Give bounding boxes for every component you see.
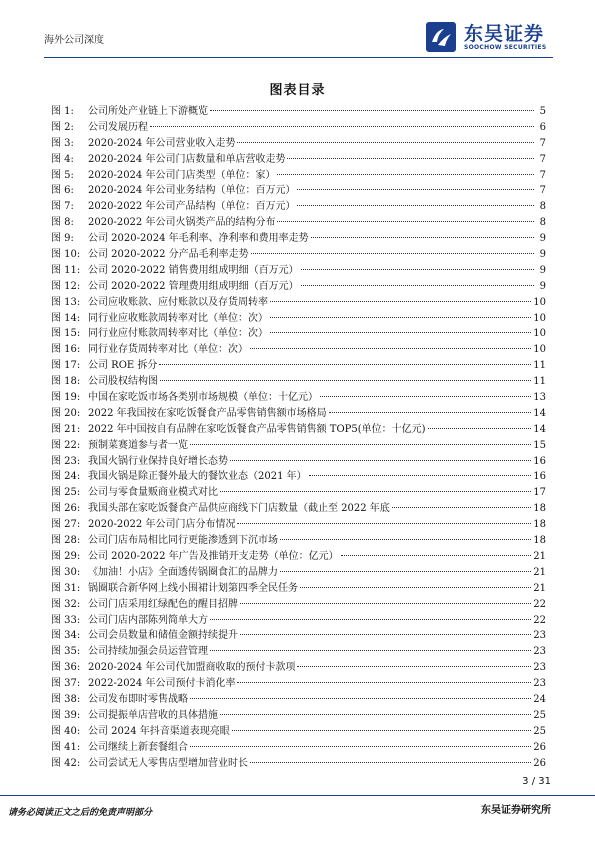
- toc-entry-label: 图 33:: [51, 614, 81, 626]
- toc-dot-leader: [237, 142, 534, 143]
- brand-logo: [424, 19, 554, 55]
- report-section-label: 海外公司深度: [44, 35, 104, 46]
- toc-entry-page: 10: [533, 328, 546, 340]
- toc-entry[interactable]: [51, 247, 546, 263]
- toc-entry-page: 21: [533, 566, 546, 578]
- toc-entry[interactable]: [51, 517, 546, 533]
- toc-dot-leader: [230, 460, 531, 461]
- toc-entry-page: 8: [539, 217, 546, 229]
- toc-dot-leader: [250, 762, 531, 763]
- toc-dot-leader: [210, 619, 531, 620]
- toc-dot-leader: [341, 555, 532, 556]
- toc-entry[interactable]: [51, 469, 546, 485]
- toc-dot-leader: [309, 475, 532, 476]
- toc-entry-title: 《加油！小店》全面透传锅圈食汇的品牌力: [88, 566, 278, 578]
- toc-entry[interactable]: [51, 438, 546, 454]
- toc-entry[interactable]: [51, 326, 546, 342]
- toc-entry-title: 2020-2024 年公司门店类型（单位：家）: [88, 169, 276, 181]
- toc-entry-title: 预制菜赛道参与者一览: [88, 439, 188, 451]
- logo-chinese-name: 东吴证券: [464, 23, 545, 45]
- toc-entry-label: 图 3:: [51, 137, 74, 149]
- toc-entry-page: 10: [533, 296, 546, 308]
- toc-entry-title: 同行业应收账款周转率对比（单位：次）: [88, 312, 268, 324]
- toc-entry[interactable]: [51, 724, 546, 740]
- toc-entry-title: 我国头部在家吃饭餐食产品供应商线下门店数量（截止至 2022 年底: [88, 503, 390, 515]
- toc-entry-title: 公司门店布局相比同行更能渗透到下沉市场: [88, 535, 278, 547]
- toc-entry-page: 11: [533, 376, 546, 388]
- toc-entry-page: 14: [533, 407, 546, 419]
- toc-entry-page: 15: [533, 439, 546, 451]
- toc-entry-label: 图 11:: [51, 264, 81, 276]
- toc-entry-title: 公司持续加强会员运营管理: [88, 646, 208, 658]
- toc-entry-page: 9: [539, 280, 546, 292]
- toc-entry[interactable]: [51, 295, 546, 311]
- toc-entry-label: 图 38:: [51, 693, 81, 705]
- toc-entry[interactable]: [51, 311, 546, 327]
- header-divider: [44, 57, 553, 58]
- toc-entry-page: 9: [539, 249, 546, 261]
- toc-dot-leader: [301, 269, 534, 270]
- toc-entry[interactable]: [51, 628, 546, 644]
- toc-entry-page: 26: [533, 757, 546, 769]
- toc-entry-label: 图 34:: [51, 630, 81, 642]
- toc-dot-leader: [297, 189, 534, 190]
- toc-entry-title: 公司发布即时零售战略: [88, 693, 188, 705]
- toc-entry-label: 图 32:: [51, 598, 81, 610]
- toc-entry-label: 图 25:: [51, 487, 81, 499]
- footer-institute: 东吴证券研究所: [481, 805, 551, 816]
- toc-entry[interactable]: [51, 215, 546, 231]
- toc-entry-title: 公司与零食量贩商业模式对比: [88, 487, 218, 499]
- toc-entry-title: 同行业应付账款周转率对比（单位：次）: [88, 328, 268, 340]
- toc-entry-page: 5: [539, 106, 546, 117]
- toc-entry-page: 7: [539, 137, 546, 149]
- toc-entry-title: 2020-2024 年公司营业收入走势: [88, 137, 236, 149]
- toc-dot-leader: [280, 539, 531, 540]
- toc-entry-page: 21: [533, 582, 546, 594]
- toc-entry-page: 10: [533, 312, 546, 324]
- toc-entry-title: 2022 年中国按自有品牌在家吃饭餐食产品零售销售额 TOP5(单位：十亿元): [88, 423, 426, 435]
- toc-entry[interactable]: [51, 374, 546, 390]
- toc-entry-page: 13: [533, 392, 546, 404]
- toc-dot-leader: [160, 380, 531, 381]
- toc-entry-label: 图 39:: [51, 709, 81, 721]
- toc-entry-page: 17: [533, 487, 546, 499]
- toc-entry[interactable]: [51, 708, 546, 724]
- logo-english-name: SOOCHOW SECURITIES: [464, 44, 547, 51]
- toc-entry-label: 图 1:: [51, 106, 74, 117]
- toc-title: 图表目录: [269, 83, 326, 98]
- toc-entry-title: 2020-2024 年公司业务结构（单位：百万元）: [88, 185, 296, 197]
- toc-entry-title: 公司会员数量和储值金额持续提升: [88, 630, 238, 642]
- toc-dot-leader: [311, 237, 534, 238]
- toc-entry-label: 图 18:: [51, 376, 81, 388]
- toc-dot-leader: [277, 174, 534, 175]
- table-of-figures: [51, 104, 546, 771]
- toc-entry[interactable]: [51, 279, 546, 295]
- toc-entry-page: 7: [539, 153, 546, 165]
- toc-entry-label: 图 7:: [51, 201, 74, 213]
- toc-dot-leader: [159, 364, 531, 365]
- toc-entry[interactable]: [51, 549, 546, 565]
- toc-entry-title: 公司门店内部陈列简单大方: [88, 614, 208, 626]
- toc-dot-leader: [150, 126, 534, 127]
- toc-entry-label: 图 5:: [51, 169, 74, 181]
- toc-entry-label: 图 15:: [51, 328, 81, 340]
- toc-entry-title: 公司 2024 年抖音渠道表现亮眼: [88, 725, 230, 737]
- toc-entry-title: 公司 2020-2022 管理费用组成明细（百万元）: [88, 280, 299, 292]
- toc-entry-title: 2020-2022 年公司火锅类产品的结构分布: [88, 217, 276, 229]
- toc-entry[interactable]: [51, 199, 546, 215]
- toc-dot-leader: [270, 317, 531, 318]
- toc-entry-title: 公司股权结构图: [88, 376, 158, 388]
- toc-dot-leader: [210, 110, 534, 111]
- toc-entry-label: 图 24:: [51, 471, 81, 483]
- toc-entry-page: 16: [533, 455, 546, 467]
- toc-entry-label: 图 37:: [51, 678, 81, 690]
- toc-entry-label: 图 13:: [51, 296, 81, 308]
- toc-entry-label: 图 20:: [51, 407, 81, 419]
- toc-dot-leader: [250, 348, 531, 349]
- toc-dot-leader: [237, 523, 531, 524]
- toc-entry-label: 图 10:: [51, 249, 81, 261]
- page-number: 3 / 31: [522, 776, 551, 787]
- toc-entry-page: 25: [533, 725, 546, 737]
- toc-entry-label: 图 42:: [51, 757, 81, 769]
- toc-entry-title: 我国火锅行业保持良好增长态势: [88, 455, 228, 467]
- toc-entry-page: 23: [533, 678, 546, 690]
- toc-entry-page: 7: [539, 169, 546, 181]
- toc-entry-label: 图 35:: [51, 646, 81, 658]
- toc-entry-title: 公司 2020-2022 年广告及推销开支走势（单位：亿元）: [88, 550, 339, 562]
- toc-entry-page: 25: [533, 709, 546, 721]
- toc-dot-leader: [240, 634, 531, 635]
- toc-entry[interactable]: [51, 644, 546, 660]
- toc-entry-title: 公司发展历程: [88, 121, 148, 133]
- toc-entry[interactable]: [51, 152, 546, 168]
- toc-entry-label: 图 17:: [51, 360, 81, 372]
- toc-dot-leader: [329, 412, 532, 413]
- toc-entry[interactable]: [51, 485, 546, 501]
- toc-entry-title: 公司继续上新套餐组合: [88, 741, 188, 753]
- toc-dot-leader: [190, 746, 531, 747]
- toc-entry-page: 23: [533, 646, 546, 658]
- toc-entry-title: 2020-2022 年公司门店分布情况: [88, 519, 236, 531]
- toc-entry[interactable]: [51, 660, 546, 676]
- toc-entry-title: 我国火锅是除正餐外最大的餐饮业态（2021 年）: [88, 471, 307, 483]
- toc-dot-leader: [297, 205, 534, 206]
- toc-entry-label: 图 31:: [51, 582, 81, 594]
- toc-dot-leader: [190, 444, 531, 445]
- toc-entry-label: 图 9:: [51, 233, 74, 245]
- toc-entry-label: 图 4:: [51, 153, 74, 165]
- toc-entry-page: 16: [533, 471, 546, 483]
- toc-dot-leader: [190, 698, 531, 699]
- toc-entry-title: 公司所处产业链上下游概览: [88, 106, 208, 117]
- toc-entry-title: 锅圈联合新华网上线小围裙计划第四季全民任务: [88, 582, 298, 594]
- toc-entry[interactable]: [51, 740, 546, 756]
- toc-entry[interactable]: [51, 390, 546, 406]
- toc-entry-page: 14: [533, 423, 546, 435]
- toc-entry-title: 同行业存货周转率对比（单位：次）: [88, 344, 248, 356]
- toc-entry-page: 22: [533, 598, 546, 610]
- toc-entry-label: 图 36:: [51, 662, 81, 674]
- toc-entry[interactable]: [51, 104, 546, 120]
- toc-entry[interactable]: [51, 692, 546, 708]
- toc-entry[interactable]: [51, 168, 546, 184]
- toc-entry-page: 9: [539, 233, 546, 245]
- toc-entry-label: 图 30:: [51, 566, 81, 578]
- toc-entry-title: 公司 ROE 拆分: [88, 360, 158, 372]
- toc-entry-label: 图 12:: [51, 280, 81, 292]
- toc-entry-title: 2020-2024 年公司代加盟商收取的预付卡款项: [88, 662, 296, 674]
- toc-entry[interactable]: [51, 263, 546, 279]
- toc-dot-leader: [301, 285, 534, 286]
- toc-entry-page: 26: [533, 741, 546, 753]
- toc-dot-leader: [280, 571, 531, 572]
- toc-entry-page: 11: [533, 360, 546, 372]
- toc-entry-title: 2020-2024 年公司门店数量和单店营收走势: [88, 153, 286, 165]
- toc-entry-page: 23: [533, 662, 546, 674]
- toc-dot-leader: [287, 158, 534, 159]
- toc-dot-leader: [428, 428, 532, 429]
- toc-entry-label: 图 29:: [51, 550, 81, 562]
- toc-dot-leader: [240, 603, 531, 604]
- toc-dot-leader: [232, 730, 531, 731]
- toc-entry-label: 图 26:: [51, 503, 81, 515]
- toc-entry-page: 18: [533, 535, 546, 547]
- toc-entry-title: 2022 年我国按在家吃饭餐食产品零售销售额市场格局: [88, 407, 327, 419]
- toc-dot-leader: [297, 666, 531, 667]
- toc-entry[interactable]: [51, 501, 546, 517]
- toc-entry[interactable]: [51, 120, 546, 136]
- toc-entry[interactable]: [51, 136, 546, 152]
- toc-entry-page: 7: [539, 185, 546, 197]
- toc-entry-title: 公司 2020-2024 年毛利率、净利率和费用率走势: [88, 233, 309, 245]
- toc-dot-leader: [251, 253, 534, 254]
- toc-dot-leader: [220, 714, 531, 715]
- toc-entry-page: 18: [533, 519, 546, 531]
- toc-entry-label: 图 16:: [51, 344, 81, 356]
- toc-entry-label: 图 27:: [51, 519, 81, 531]
- toc-entry[interactable]: [51, 422, 546, 438]
- footer-disclaimer: 请务必阅读正文之后的免责声明部分: [8, 808, 153, 818]
- toc-entry-page: 18: [533, 503, 546, 515]
- toc-dot-leader: [237, 682, 531, 683]
- toc-entry[interactable]: [51, 565, 546, 581]
- toc-entry-page: 9: [539, 264, 546, 276]
- toc-entry-label: 图 2:: [51, 121, 74, 133]
- toc-entry-label: 图 41:: [51, 741, 81, 753]
- toc-entry-label: 图 19:: [51, 392, 81, 404]
- toc-entry-label: 图 23:: [51, 455, 81, 467]
- toc-entry-label: 图 28:: [51, 535, 81, 547]
- toc-entry-page: 22: [533, 614, 546, 626]
- toc-entry-label: 图 21:: [51, 423, 81, 435]
- toc-entry-label: 图 6:: [51, 185, 74, 197]
- toc-dot-leader: [300, 587, 531, 588]
- toc-entry[interactable]: [51, 613, 546, 629]
- toc-entry[interactable]: [51, 581, 546, 597]
- toc-dot-leader: [277, 221, 534, 222]
- toc-entry[interactable]: [51, 231, 546, 247]
- toc-entry-title: 中国在家吃饭市场各类别市场规模（单位：十亿元）: [88, 392, 318, 404]
- toc-entry[interactable]: [51, 676, 546, 692]
- toc-entry-page: 8: [539, 201, 546, 213]
- toc-entry[interactable]: [51, 342, 546, 358]
- toc-entry-title: 2022-2024 年公司预付卡消化率: [88, 678, 236, 690]
- toc-entry-page: 10: [533, 344, 546, 356]
- toc-entry[interactable]: [51, 358, 546, 374]
- toc-dot-leader: [210, 650, 531, 651]
- toc-entry-label: 图 22:: [51, 439, 81, 451]
- toc-entry[interactable]: [51, 183, 546, 199]
- toc-entry-title: 公司门店采用红绿配色的醒目招牌: [88, 598, 238, 610]
- toc-entry-page: 21: [533, 550, 546, 562]
- toc-entry[interactable]: [51, 454, 546, 470]
- toc-entry[interactable]: [51, 756, 546, 772]
- toc-entry-page: 24: [533, 693, 546, 705]
- toc-entry-title: 公司 2020-2022 分产品毛利率走势: [88, 249, 249, 261]
- toc-entry-title: 公司提振单店营收的具体措施: [88, 709, 218, 721]
- toc-entry-label: 图 8:: [51, 217, 74, 229]
- toc-entry-label: 图 14:: [51, 312, 81, 324]
- toc-dot-leader: [270, 301, 531, 302]
- toc-entry-title: 公司应收账款、应付账款以及存货周转率: [88, 296, 268, 308]
- toc-entry[interactable]: [51, 597, 546, 613]
- footer-divider: [0, 795, 595, 796]
- toc-entry-title: 公司尝试无人零售店型增加营业时长: [88, 757, 248, 769]
- toc-dot-leader: [270, 332, 531, 333]
- toc-entry-title: 公司 2020-2022 销售费用组成明细（百万元）: [88, 264, 299, 276]
- toc-entry-label: 图 40:: [51, 725, 81, 737]
- toc-entry[interactable]: [51, 533, 546, 549]
- toc-entry-page: 6: [539, 121, 546, 133]
- toc-dot-leader: [392, 507, 531, 508]
- toc-entry-page: 23: [533, 630, 546, 642]
- soochow-logo-icon: [424, 20, 458, 54]
- toc-dot-leader: [220, 491, 531, 492]
- toc-entry[interactable]: [51, 406, 546, 422]
- toc-entry-title: 2020-2022 年公司产品结构（单位：百万元）: [88, 201, 296, 213]
- toc-dot-leader: [320, 396, 531, 397]
